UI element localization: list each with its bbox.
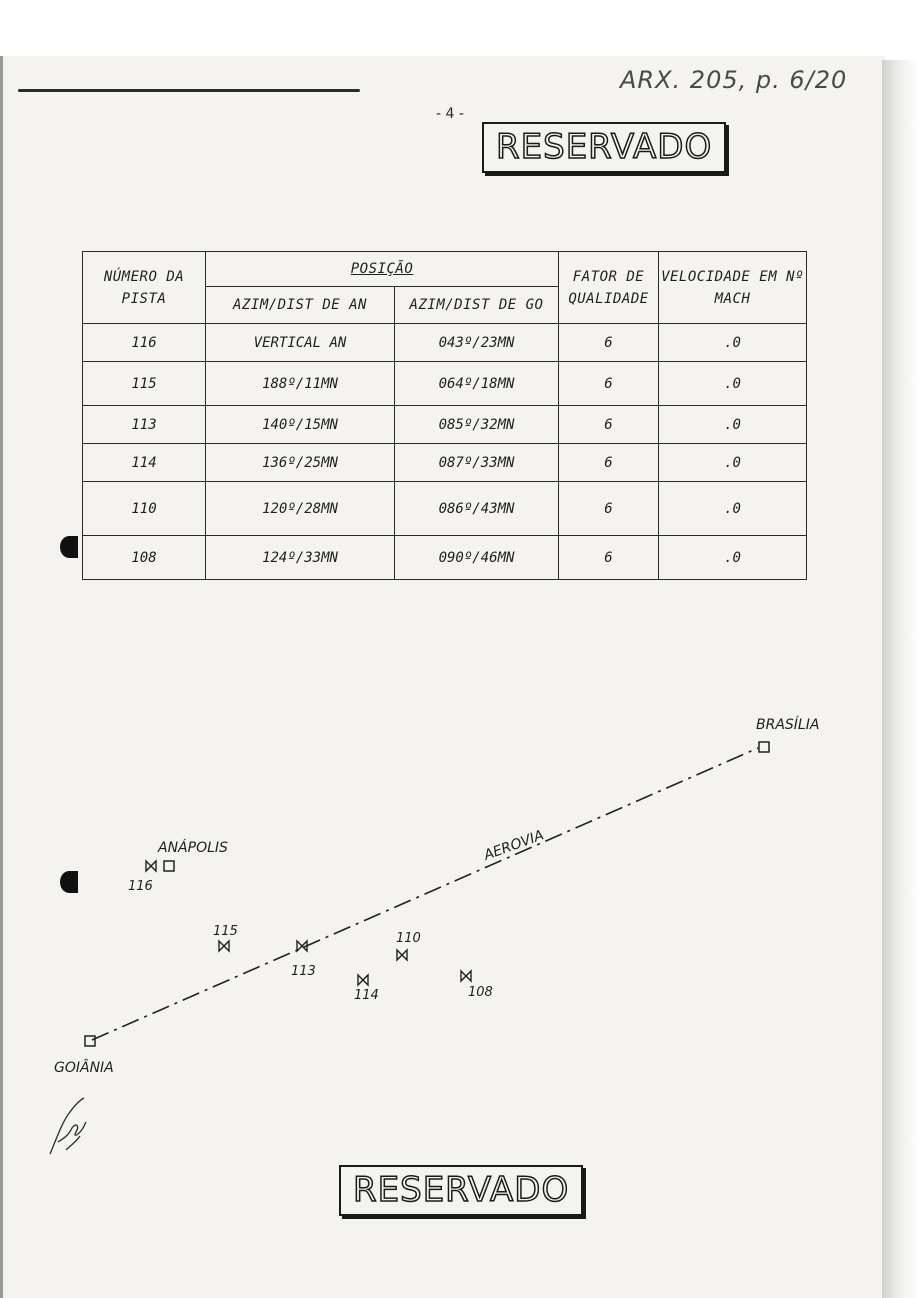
- cell-azim-an: 140º/15MN: [206, 406, 395, 444]
- cell-azim-an: 124º/33MN: [206, 536, 395, 580]
- cell-track: 108: [83, 536, 206, 580]
- cell-track: 116: [83, 324, 206, 362]
- cell-azim-an: 188º/11MN: [206, 362, 395, 406]
- cell-speed: .0: [659, 482, 807, 536]
- airway-sketch-map: [0, 690, 882, 1110]
- table-row: [83, 444, 807, 482]
- city-goiania-marker: [85, 1036, 95, 1046]
- cell-speed: .0: [659, 536, 807, 580]
- cell-azim-go: 090º/46MN: [395, 536, 559, 580]
- track-114-marker: [358, 975, 368, 985]
- top-rule: [18, 89, 360, 92]
- cell-track: 114: [83, 444, 206, 482]
- cell-track: 115: [83, 362, 206, 406]
- cell-azim-go: 086º/43MN: [395, 482, 559, 536]
- track-115-marker: [219, 941, 229, 951]
- cell-azim-go: 085º/32MN: [395, 406, 559, 444]
- cell-speed: .0: [659, 324, 807, 362]
- table-row: [83, 482, 807, 536]
- classification-stamp-bottom: RESERVADO: [339, 1165, 583, 1216]
- cell-quality: 6: [559, 324, 659, 362]
- airway-line: [92, 748, 758, 1040]
- airway-label: AEROVIA: [481, 827, 547, 864]
- classification-stamp-top: RESERVADO: [482, 122, 726, 173]
- header-speed: VELOCIDADE EM Nº MACH: [659, 252, 807, 324]
- table-row: [83, 406, 807, 444]
- city-anapolis-label: ANÁPOLIS: [158, 840, 228, 856]
- cell-quality: 6: [559, 406, 659, 444]
- city-anapolis-marker: [164, 861, 174, 871]
- cell-track: 113: [83, 406, 206, 444]
- track-110-marker: [397, 950, 407, 960]
- document-page: [0, 56, 885, 1298]
- city-goiania-label: GOIÂNIA: [54, 1060, 114, 1076]
- track-116-label: 116: [128, 879, 153, 894]
- track-108-label: 108: [468, 985, 493, 1000]
- archive-reference: ARX. 205, p. 6/20: [620, 66, 848, 94]
- cell-quality: 6: [559, 536, 659, 580]
- handwritten-signature: [46, 1092, 96, 1162]
- track-115-label: 115: [213, 924, 238, 939]
- cell-azim-an: 136º/25MN: [206, 444, 395, 482]
- cell-quality: 6: [559, 362, 659, 406]
- track-108-marker: [461, 971, 471, 981]
- cell-speed: .0: [659, 406, 807, 444]
- header-position: POSIÇÃO: [206, 252, 559, 287]
- cell-azim-go: 087º/33MN: [395, 444, 559, 482]
- cell-quality: 6: [559, 482, 659, 536]
- track-114-label: 114: [354, 988, 379, 1003]
- cell-speed: .0: [659, 444, 807, 482]
- header-azim-an: AZIM/DIST DE AN: [206, 287, 395, 324]
- cell-azim-go: 064º/18MN: [395, 362, 559, 406]
- table-row: [83, 362, 807, 406]
- cell-track: 110: [83, 482, 206, 536]
- binder-hole-mark: [60, 536, 78, 558]
- city-brasilia-marker: [759, 742, 769, 752]
- tracks-table: [82, 251, 807, 580]
- header-azim-go: AZIM/DIST DE GO: [395, 287, 559, 324]
- cell-azim-an: 120º/28MN: [206, 482, 395, 536]
- city-brasilia-label: BRASÍLIA: [756, 717, 820, 733]
- track-110-label: 110: [396, 931, 421, 946]
- cell-azim-an: VERTICAL AN: [206, 324, 395, 362]
- page-edge-shadow: [882, 60, 920, 1298]
- cell-azim-go: 043º/23MN: [395, 324, 559, 362]
- track-116-marker: [146, 861, 156, 871]
- table-row: [83, 536, 807, 580]
- header-track-number: NÚMERO DA PISTA: [83, 252, 206, 324]
- header-quality: FATOR DE QUALIDADE: [559, 252, 659, 324]
- table-row: [83, 324, 807, 362]
- page-number: - 4 -: [436, 106, 464, 122]
- cell-speed: .0: [659, 362, 807, 406]
- track-113-label: 113: [291, 964, 316, 979]
- cell-quality: 6: [559, 444, 659, 482]
